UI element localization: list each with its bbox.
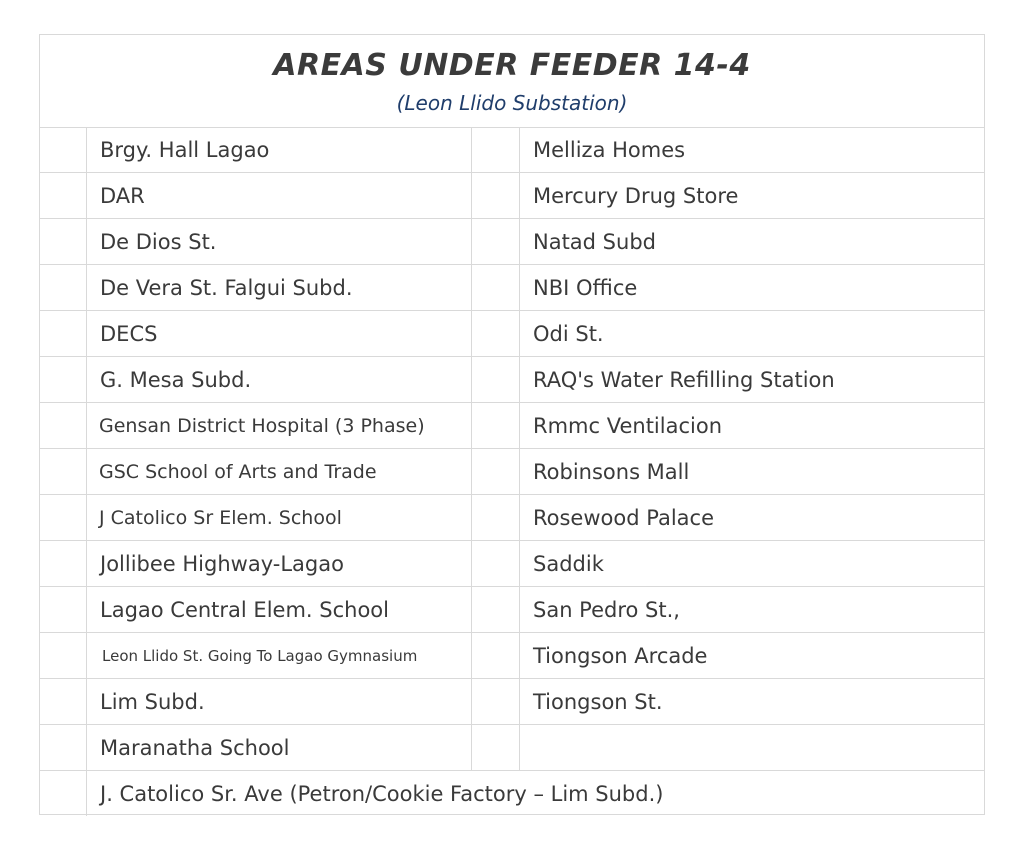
row-mid-gutter — [473, 587, 520, 632]
row-mid-gutter — [473, 173, 520, 218]
row-gutter — [40, 127, 87, 172]
row-mid-gutter — [473, 449, 520, 494]
row-mid-gutter — [473, 541, 520, 586]
area-cell-left: Lim Subd. — [87, 679, 472, 724]
row-mid-gutter — [473, 265, 520, 310]
area-cell-left: DECS — [87, 311, 472, 356]
table-row — [40, 449, 984, 495]
area-cell-right: Mercury Drug Store — [533, 183, 739, 208]
area-cell-right: San Pedro St., — [533, 597, 680, 622]
table-row — [40, 633, 984, 679]
area-cell-left: Maranatha School — [87, 725, 472, 770]
row-gutter — [40, 771, 87, 816]
table-row — [40, 127, 984, 173]
row-gutter — [40, 587, 87, 632]
area-cell-right — [520, 725, 984, 770]
area-cell-right: Tiongson St. — [533, 689, 663, 714]
area-cell-right: Rosewood Palace — [533, 505, 714, 530]
area-cell-right: Tiongson Arcade — [533, 643, 708, 668]
area-cell-left: De Dios St. — [87, 219, 472, 264]
row-gutter — [40, 541, 87, 586]
row-gutter — [40, 403, 87, 448]
row-gutter — [40, 725, 87, 770]
table-row — [40, 403, 984, 449]
table-row — [40, 495, 984, 541]
table-row — [40, 219, 984, 265]
row-mid-gutter — [473, 357, 520, 402]
row-gutter — [40, 495, 87, 540]
table-row — [40, 587, 984, 633]
table-row — [40, 725, 984, 771]
row-mid-gutter — [473, 495, 520, 540]
area-cell-left: GSC School of Arts and Trade — [87, 449, 472, 494]
area-cell-right: Robinsons Mall — [533, 459, 690, 484]
row-gutter — [40, 265, 87, 310]
row-gutter — [40, 173, 87, 218]
area-cell-right: Rmmc Ventilacion — [533, 413, 722, 438]
row-mid-gutter — [473, 219, 520, 264]
table-row — [40, 679, 984, 725]
row-gutter — [40, 449, 87, 494]
row-mid-gutter — [473, 127, 520, 172]
area-cell-right: Odi St. — [533, 321, 604, 346]
row-gutter — [40, 219, 87, 264]
page-title: AREAS UNDER FEEDER 14-4 — [273, 48, 751, 83]
area-cell-right: Natad Subd — [533, 229, 656, 254]
row-mid-gutter — [473, 725, 520, 770]
area-cell-right: Saddik — [533, 551, 604, 576]
area-cell-wide: J. Catolico Sr. Ave (Petron/Cookie Factory – Lim Subd.) — [100, 781, 664, 806]
table-row — [40, 357, 984, 403]
area-cell-left: G. Mesa Subd. — [87, 357, 472, 402]
row-gutter — [40, 311, 87, 356]
area-grid — [40, 127, 984, 816]
table-row — [40, 265, 984, 311]
row-mid-gutter — [473, 403, 520, 448]
row-gutter — [40, 633, 87, 678]
feeder-area-table — [39, 34, 985, 815]
table-row-wide — [40, 771, 984, 816]
area-cell-left: Jollibee Highway-Lagao — [87, 541, 472, 586]
area-cell-right: NBI Office — [533, 275, 638, 300]
table-header — [40, 35, 984, 128]
row-mid-gutter — [473, 679, 520, 724]
area-cell-left: Lagao Central Elem. School — [87, 587, 472, 632]
row-gutter — [40, 357, 87, 402]
area-cell-left: Gensan District Hospital (3 Phase) — [87, 403, 472, 448]
area-cell-left: De Vera St. Falgui Subd. — [87, 265, 472, 310]
area-cell-right: Melliza Homes — [533, 137, 686, 162]
page-subtitle: (Leon Llido Substation) — [396, 91, 628, 115]
area-cell-left: DAR — [87, 173, 472, 218]
area-cell-left: Leon Llido St. Going To Lagao Gymnasium — [87, 633, 472, 678]
table-row — [40, 541, 984, 587]
area-cell-left: Brgy. Hall Lagao — [87, 127, 472, 172]
row-mid-gutter — [473, 633, 520, 678]
row-gutter — [40, 679, 87, 724]
area-cell-left: J Catolico Sr Elem. School — [87, 495, 472, 540]
table-row — [40, 173, 984, 219]
table-row — [40, 311, 984, 357]
row-mid-gutter — [473, 311, 520, 356]
area-cell-right: RAQ's Water Refilling Station — [533, 367, 835, 392]
